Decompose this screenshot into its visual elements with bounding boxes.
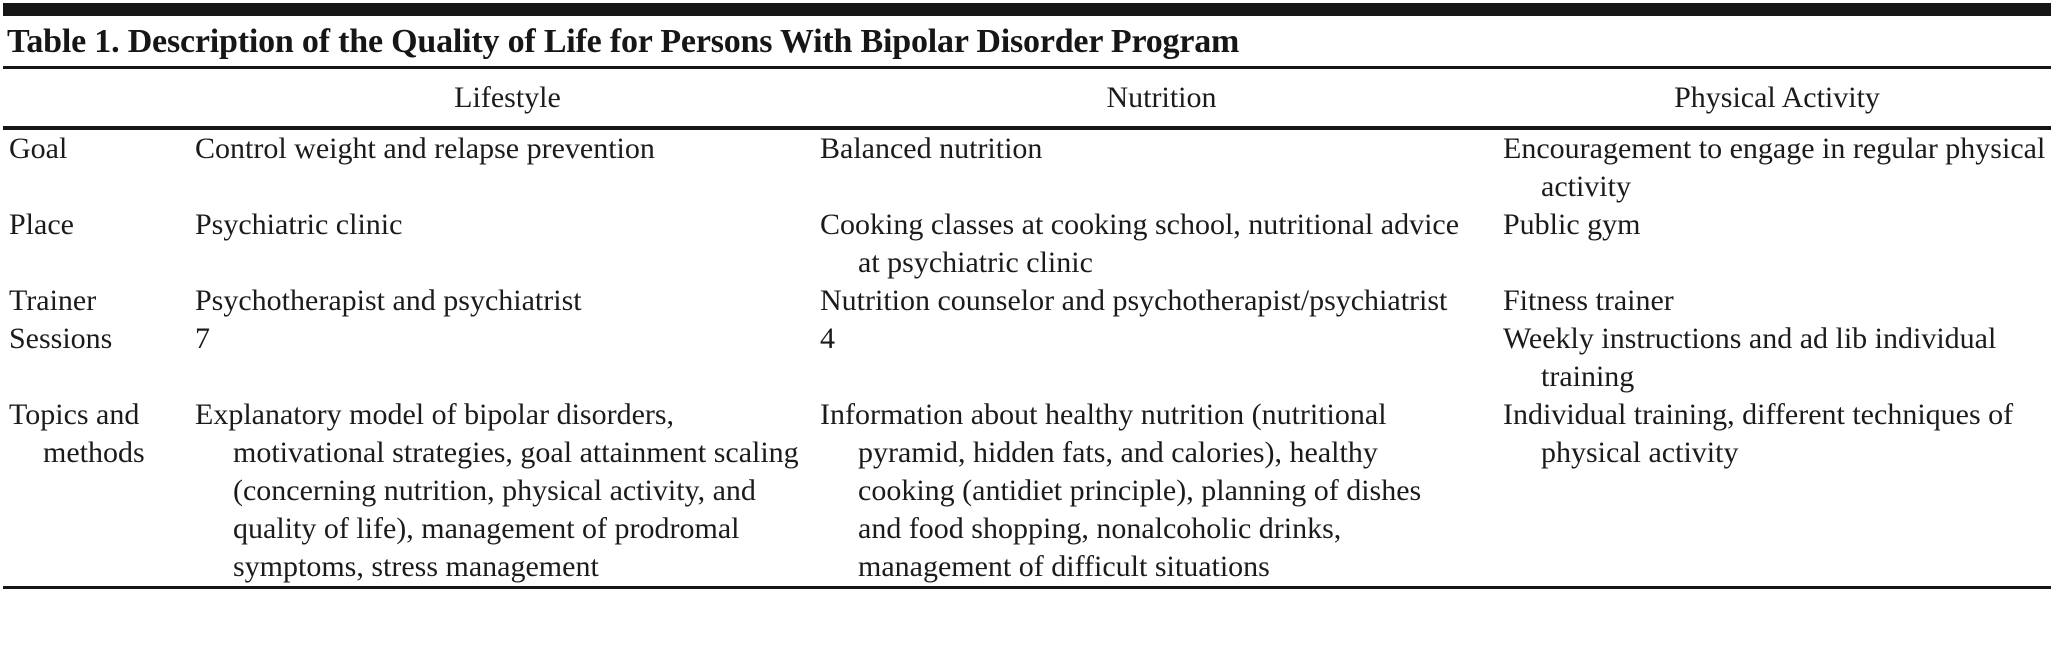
row-label-topics-and-methods: Topics and methods [3,396,195,588]
table-row-sessions [3,320,2051,396]
cell-trainer-nutrition: Nutrition counselor and psychotherapist/psychiatrist [820,284,1448,317]
cell-goal-lifestyle: Control weight and relapse prevention [195,132,655,165]
program-description-table [3,69,2051,589]
cell-place-physical-activity: Public gym [1503,208,1641,241]
cell-sessions-physical-activity: Weekly instructions and ad lib individual training [1503,322,1997,393]
header-row [3,69,2051,128]
table-row-goal [3,128,2051,206]
cell-trainer-lifestyle: Psychotherapist and psychiatrist [195,284,582,317]
table-row-trainer [3,282,2051,320]
table-title: Table 1. Description of the Quality of Life for Persons With Bipolar Disorder Program [3,16,2051,69]
table-row-place [3,206,2051,282]
column-header-physical-activity: Physical Activity [1503,69,2051,128]
cell-sessions-lifestyle: 7 [195,322,210,355]
cell-topics-lifestyle: Explanatory model of bipolar disorders, motivational strategies, goal attainment scaling (concerning nutrition, physical activity, and quality of life), management of prodromal symptoms, stress management [195,396,820,588]
row-label-sessions: Sessions [9,322,113,355]
row-label-place: Place [9,208,74,241]
column-header-lifestyle: Lifestyle [195,69,820,128]
cell-topics-physical-activity: Individual training, different techniques of physical activity [1503,396,2051,588]
table-row-topics-and-methods [3,396,2051,588]
cell-place-nutrition: Cooking classes at cooking school, nutritional advice at psychiatric clinic [820,208,1460,279]
header-empty-cell [3,69,195,128]
cell-goal-nutrition: Balanced nutrition [820,132,1043,165]
cell-topics-nutrition: Information about healthy nutrition (nutritional pyramid, hidden fats, and calories), healthy cooking (antidiet principle), planning of dishes and food shopping, nonalcoholic drinks, management of difficult situations [820,396,1503,588]
row-label-trainer: Trainer [9,284,97,317]
column-header-nutrition: Nutrition [820,69,1503,128]
paper-table-figure [3,3,2051,589]
row-label-goal: Goal [9,132,68,165]
table-top-rule [3,3,2051,16]
table-header [3,69,2051,128]
cell-place-lifestyle: Psychiatric clinic [195,208,403,241]
table-body [3,128,2051,588]
cell-sessions-nutrition: 4 [820,322,835,355]
cell-trainer-physical-activity: Fitness trainer [1503,284,1674,317]
cell-goal-physical-activity: Encouragement to engage in regular physical activity [1503,132,2046,203]
